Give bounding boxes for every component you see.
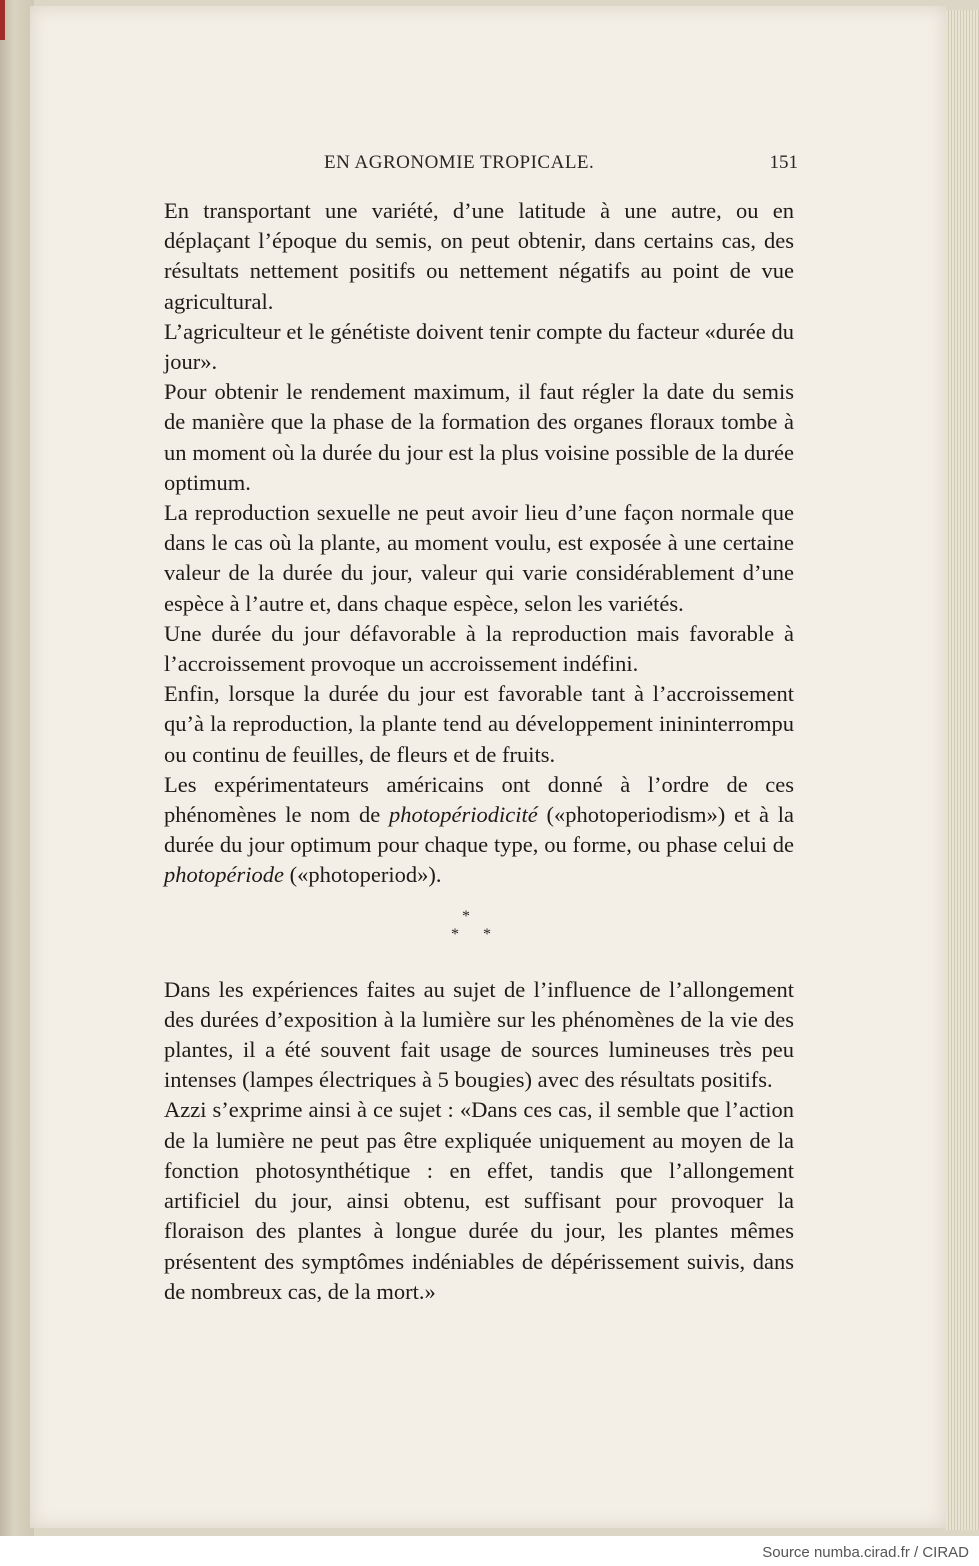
paragraph-7-part-1: Les expérimentateurs américains ont donné à l’ordre de ces phénomènes le nom de <box>164 771 794 828</box>
running-title: EN AGRONOMIE TROPICALE. <box>324 152 595 173</box>
paragraph-5: Une durée du jour défavorable à la reproduction mais favorable à l’accroissement provoque un accroissement indéfini. <box>164 620 794 677</box>
paragraph-3: Pour obtenir le rendement maximum, il faut régler la date du semis de manière que la phase de la formation des organes floraux tombe à un moment où la durée du jour est la plus voisine possible de la durée optimum. <box>164 379 794 495</box>
paragraph-2: L’agriculteur et le génétiste doivent tenir compte du facteur «durée du jour». <box>164 318 794 375</box>
viewer-footer <box>0 1536 979 1566</box>
paragraph-9: Azzi s’exprime ainsi à ce sujet : «Dans ces cas, il semble que l’action de la lumière ne peut pas être expliquée uniquement au moyen de la fonction photosynthétique : en effet, tandis que l’allongement artificiel du jour, ainsi obtenu, est suffisant pour provoquer la floraison des plantes à longue durée du jour, les plantes mêmes présentent des symptômes indéniables de dépérissement suivis, dans de nombreux cas, de la mort.» <box>164 1097 794 1304</box>
term-photoperiode: photopériode <box>164 862 284 888</box>
source-credit: Source numba.cirad.fr / CIRAD <box>762 1544 969 1561</box>
term-photoperiodicite: photopériodicité <box>389 802 538 828</box>
paragraph-6: Enfin, lorsque la durée du jour est favorable tant à l’accroissement qu’à la reproduction, la plante tend au développement inininterrompu ou continu de feuilles, de fleurs et de fruits. <box>164 681 794 767</box>
paragraph-4: La reproduction sexuelle ne peut avoir lieu d’une façon normale que dans le cas où la plante, au moment voulu, est exposée à une certaine valeur de la durée du jour, valeur qui varie considérablement d’une espèce à l’autre et, dans chaque espèce, selon les variétés. <box>164 500 794 616</box>
paragraph-7-part-2: («photoperiodism») et à la durée du jour optimum pour chaque type, ou forme, ou phase celui de <box>164 802 794 858</box>
page-number: 151 <box>769 152 798 173</box>
red-bookmark-strip <box>0 0 5 40</box>
paragraph-1: En transportant une variété, d’une latitude à une autre, ou en déplaçant l’époque du semis, on peut obtenir, dans certains cas, des résultats nettement positifs ou nettement négatifs au point de vue agricultural. <box>164 198 794 314</box>
asterism-top: * <box>462 907 470 925</box>
page-body <box>164 196 794 1307</box>
paragraph-7-part-3: («photoperiod»). <box>283 862 442 888</box>
paragraph-8: Dans les expériences faites au sujet de l’influence de l’allongement des durées d’exposition à la lumière sur les phénomènes de la vie des plantes, il a été souvent fait usage de sources lumineuses très peu intenses (lampes électriques à 5 bougies) avec des résultats positifs. <box>164 976 794 1093</box>
paragraph-7 <box>164 770 794 891</box>
left-page-edge <box>0 0 34 1536</box>
asterism-bottom: * * <box>451 925 501 943</box>
section-asterism <box>164 897 794 969</box>
right-page-edges <box>946 10 979 1530</box>
